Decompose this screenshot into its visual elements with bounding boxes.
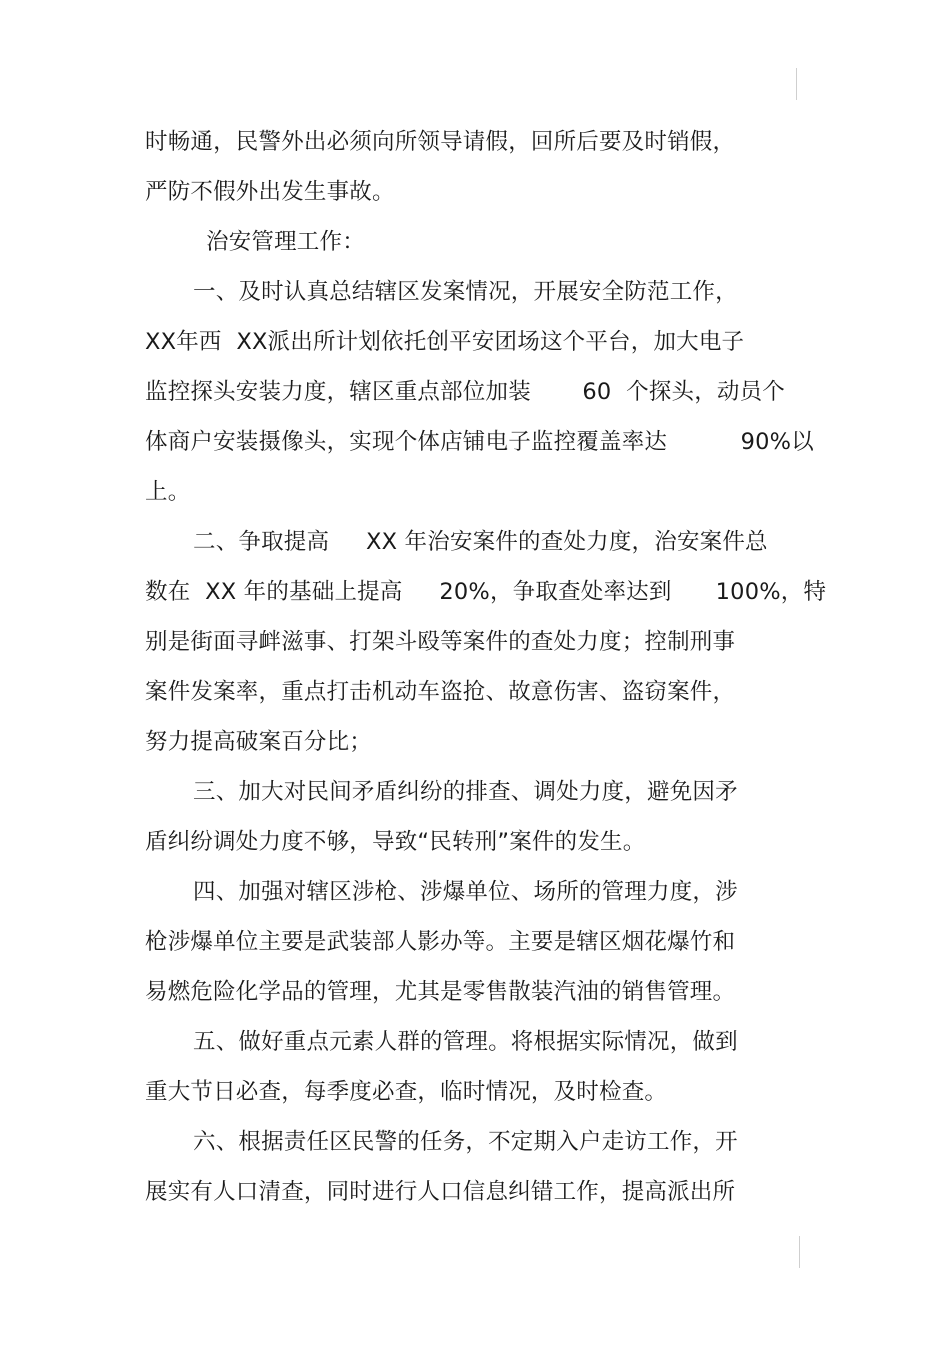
text-line-20: 重大节日必查，每季度必查，临时情况，及时检查。 (145, 1079, 668, 1105)
text-line-13: 努力提高破案百分比； (145, 729, 373, 755)
text-line-22: 展实有人口清查，同时进行人口信息纠错工作，提高派出所 (145, 1179, 736, 1205)
text-line-7: 体商户安装摄像头，实现个体店铺电子监控覆盖率达 90%以 (145, 429, 814, 455)
page-margin-mark-top (796, 68, 797, 100)
text-line-8: 上。 (145, 479, 191, 505)
text-line-12: 案件发案率，重点打击机动车盗抢、故意伤害、盗窃案件， (145, 679, 736, 705)
text-line-9: 二、争取提高 XX 年治安案件的查处力度，治安案件总 (193, 529, 768, 555)
text-line-1: 时畅通，民警外出必须向所领导请假，回所后要及时销假， (145, 129, 736, 155)
section-heading: 治安管理工作： (206, 229, 365, 255)
text-line-4: 一、及时认真总结辖区发案情况，开展安全防范工作， (193, 279, 738, 305)
page-margin-mark-bottom (799, 1236, 800, 1268)
text-line-21: 六、根据责任区民警的任务，不定期入户走访工作，开 (193, 1129, 738, 1155)
text-line-18: 易燃危险化学品的管理，尤其是零售散装汽油的销售管理。 (145, 979, 736, 1005)
text-line-19: 五、做好重点元素人群的管理。将根据实际情况，做到 (193, 1029, 738, 1055)
text-line-15: 盾纠纷调处力度不够，导致“民转刑”案件的发生。 (145, 829, 646, 855)
text-line-2: 严防不假外出发生事故。 (145, 179, 395, 205)
text-line-5: XX年西 XX派出所计划依托创平安团场这个平台，加大电子 (145, 329, 745, 355)
text-line-17: 枪涉爆单位主要是武装部人影办等。主要是辖区烟花爆竹和 (145, 929, 736, 955)
text-line-6: 监控探头安装力度，辖区重点部位加装 60 个探头，动员个 (145, 379, 786, 405)
text-line-11: 别是街面寻衅滋事、打架斗殴等案件的查处力度；控制刑事 (145, 629, 736, 655)
text-line-10: 数在 XX 年的基础上提高 20%，争取查处率达到 100%，特 (145, 579, 827, 605)
text-line-16: 四、加强对辖区涉枪、涉爆单位、场所的管理力度，涉 (193, 879, 738, 905)
text-line-14: 三、加大对民间矛盾纠纷的排查、调处力度，避免因矛 (193, 779, 738, 805)
